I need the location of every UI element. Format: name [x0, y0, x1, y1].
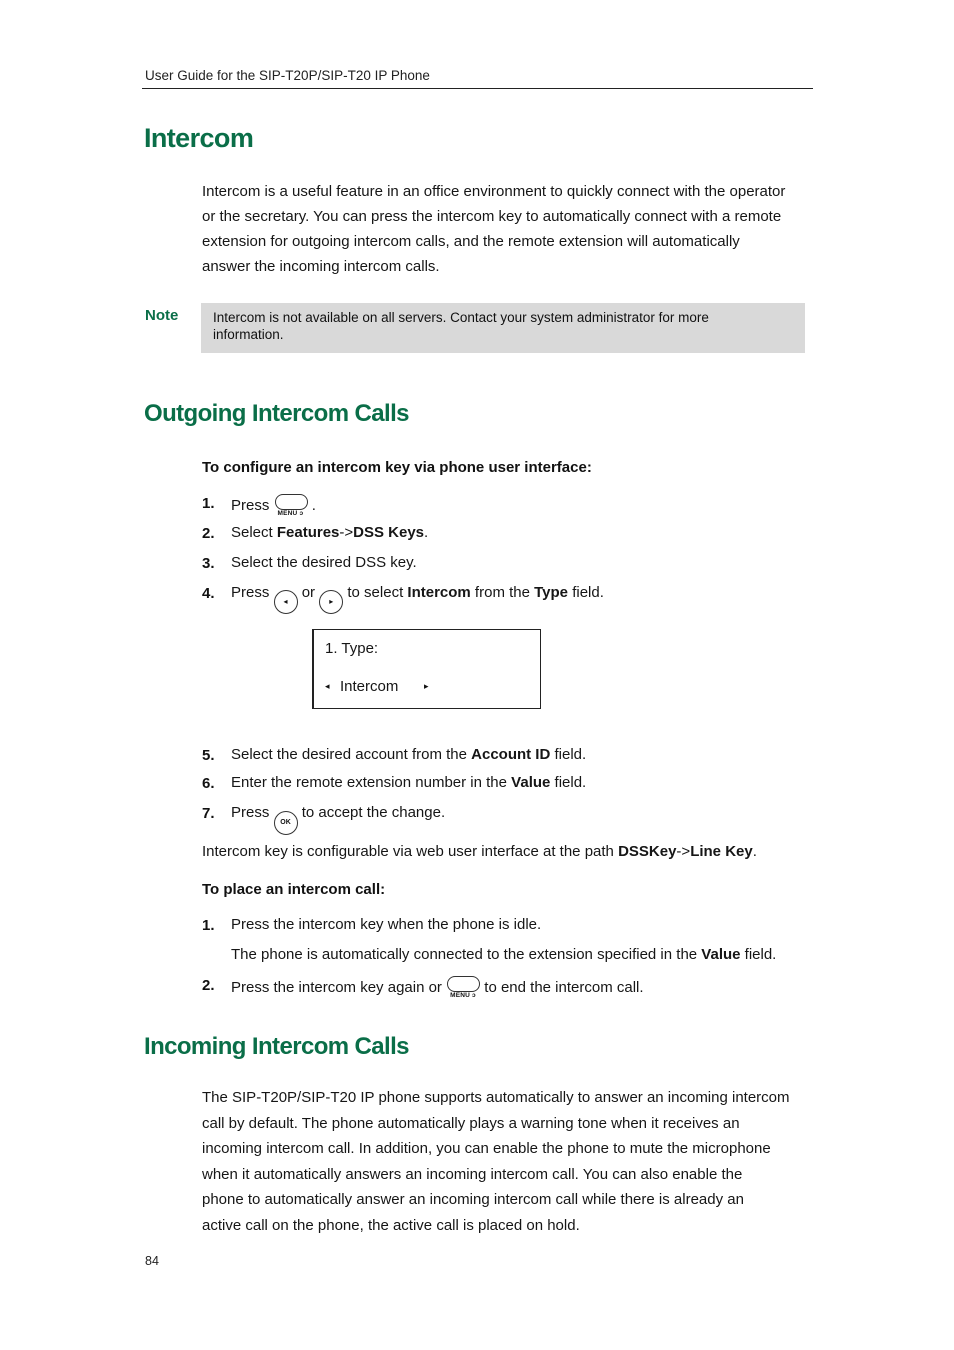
intro-line: Intercom is a useful feature in an office environment to quickly connect with the operator	[202, 183, 786, 200]
place-step-2: Press the intercom key again or MENU ↄ to end the intercom call.	[231, 976, 644, 1000]
step-number: 5.	[202, 747, 215, 764]
step-number: 1.	[202, 917, 215, 934]
place-step-1-result: The phone is automatically connected to the extension specified in the Value field.	[231, 946, 777, 963]
right-navigation-key-icon: ▸	[319, 590, 343, 614]
menu-path-features: Features	[276, 524, 340, 541]
screen-field-value: Intercom	[340, 678, 399, 695]
incoming-line: call by default. The phone automatically plays a warning tone when it receives an	[202, 1114, 740, 1132]
incoming-line: active call on the phone, the active call is placed on hold.	[202, 1216, 580, 1234]
page-title: Intercom	[144, 123, 254, 153]
left-navigation-key-icon: ◂	[274, 590, 298, 614]
field-name-type: Type	[534, 584, 569, 601]
step-7: Press OK to accept the change.	[231, 804, 445, 835]
intro-line: extension for outgoing intercom calls, and the remote extension will automatically	[202, 233, 740, 250]
incoming-line: when it automatically answers an incoming intercom call. You can also enable the	[202, 1165, 743, 1183]
procedure-title-configure: To configure an intercom key via phone user interface:	[202, 459, 592, 476]
menu-key-icon: MENU ↄ	[274, 494, 308, 518]
step-number: 1.	[202, 495, 215, 512]
step-number: 4.	[202, 585, 215, 602]
ok-key-icon: OK	[274, 811, 298, 835]
step-4: Press ◂ or ▸ to select Intercom from the Type field.	[231, 584, 604, 614]
section-heading-incoming: Incoming Intercom Calls	[144, 1033, 409, 1060]
intro-line: answer the incoming intercom calls.	[202, 258, 440, 275]
step-number: 2.	[202, 977, 215, 994]
field-name-value: Value	[701, 946, 741, 963]
running-header: User Guide for the SIP-T20P/SIP-T20 IP Phone	[145, 68, 430, 83]
note-line: Intercom is not available on all servers. Contact your system administrator for more	[213, 310, 709, 325]
step-number: 3.	[202, 555, 215, 572]
step-5: Select the desired account from the Account ID field.	[231, 746, 587, 763]
step-number: 2.	[202, 525, 215, 542]
section-heading-outgoing: Outgoing Intercom Calls	[144, 400, 409, 427]
step-3: Select the desired DSS key.	[231, 554, 417, 571]
path-dsskey: DSSKey	[618, 843, 677, 860]
field-value-intercom: Intercom	[407, 584, 471, 601]
step-number: 7.	[202, 805, 215, 822]
note-line: information.	[213, 327, 284, 342]
procedure-title-place: To place an intercom call:	[202, 881, 386, 898]
incoming-line: incoming intercom call. In addition, you can enable the phone to mute the microphone	[202, 1140, 771, 1157]
incoming-line: The SIP-T20P/SIP-T20 IP phone supports automatically to answer an incoming intercom	[202, 1089, 790, 1106]
step-punct: .	[311, 497, 316, 514]
place-step-1: Press the intercom key when the phone is idle.	[231, 916, 542, 933]
field-name-account-id: Account ID	[471, 746, 551, 763]
menu-key-icon: MENU ↄ	[446, 976, 480, 1000]
intro-paragraph	[202, 179, 814, 279]
note-text	[213, 309, 783, 343]
menu-path-dss-keys: DSS Keys	[353, 524, 425, 541]
step-1	[231, 494, 316, 518]
right-arrow-icon: ▸	[424, 681, 429, 691]
field-name-value: Value	[511, 774, 551, 791]
left-arrow-icon: ◂	[325, 681, 330, 691]
web-config-note: Intercom key is configurable via web user interface at the path DSSKey->Line Key.	[202, 843, 757, 860]
step-2: Select Features->DSS Keys.	[231, 524, 429, 541]
header-rule	[142, 88, 813, 89]
incoming-paragraph	[202, 1085, 814, 1238]
page-number: 84	[145, 1254, 159, 1268]
step-press: Press	[231, 497, 270, 514]
step-number: 6.	[202, 775, 215, 792]
intro-line: or the secretary. You can press the intercom key to automatically connect with a remote	[202, 208, 782, 225]
screen-field-title: 1. Type:	[325, 640, 379, 657]
step-6: Enter the remote extension number in the Value field.	[231, 774, 587, 791]
path-line-key: Line Key	[690, 843, 753, 860]
note-label: Note	[145, 307, 179, 324]
incoming-line: phone to automatically answer an incoming intercom call while there is already an	[202, 1191, 744, 1208]
